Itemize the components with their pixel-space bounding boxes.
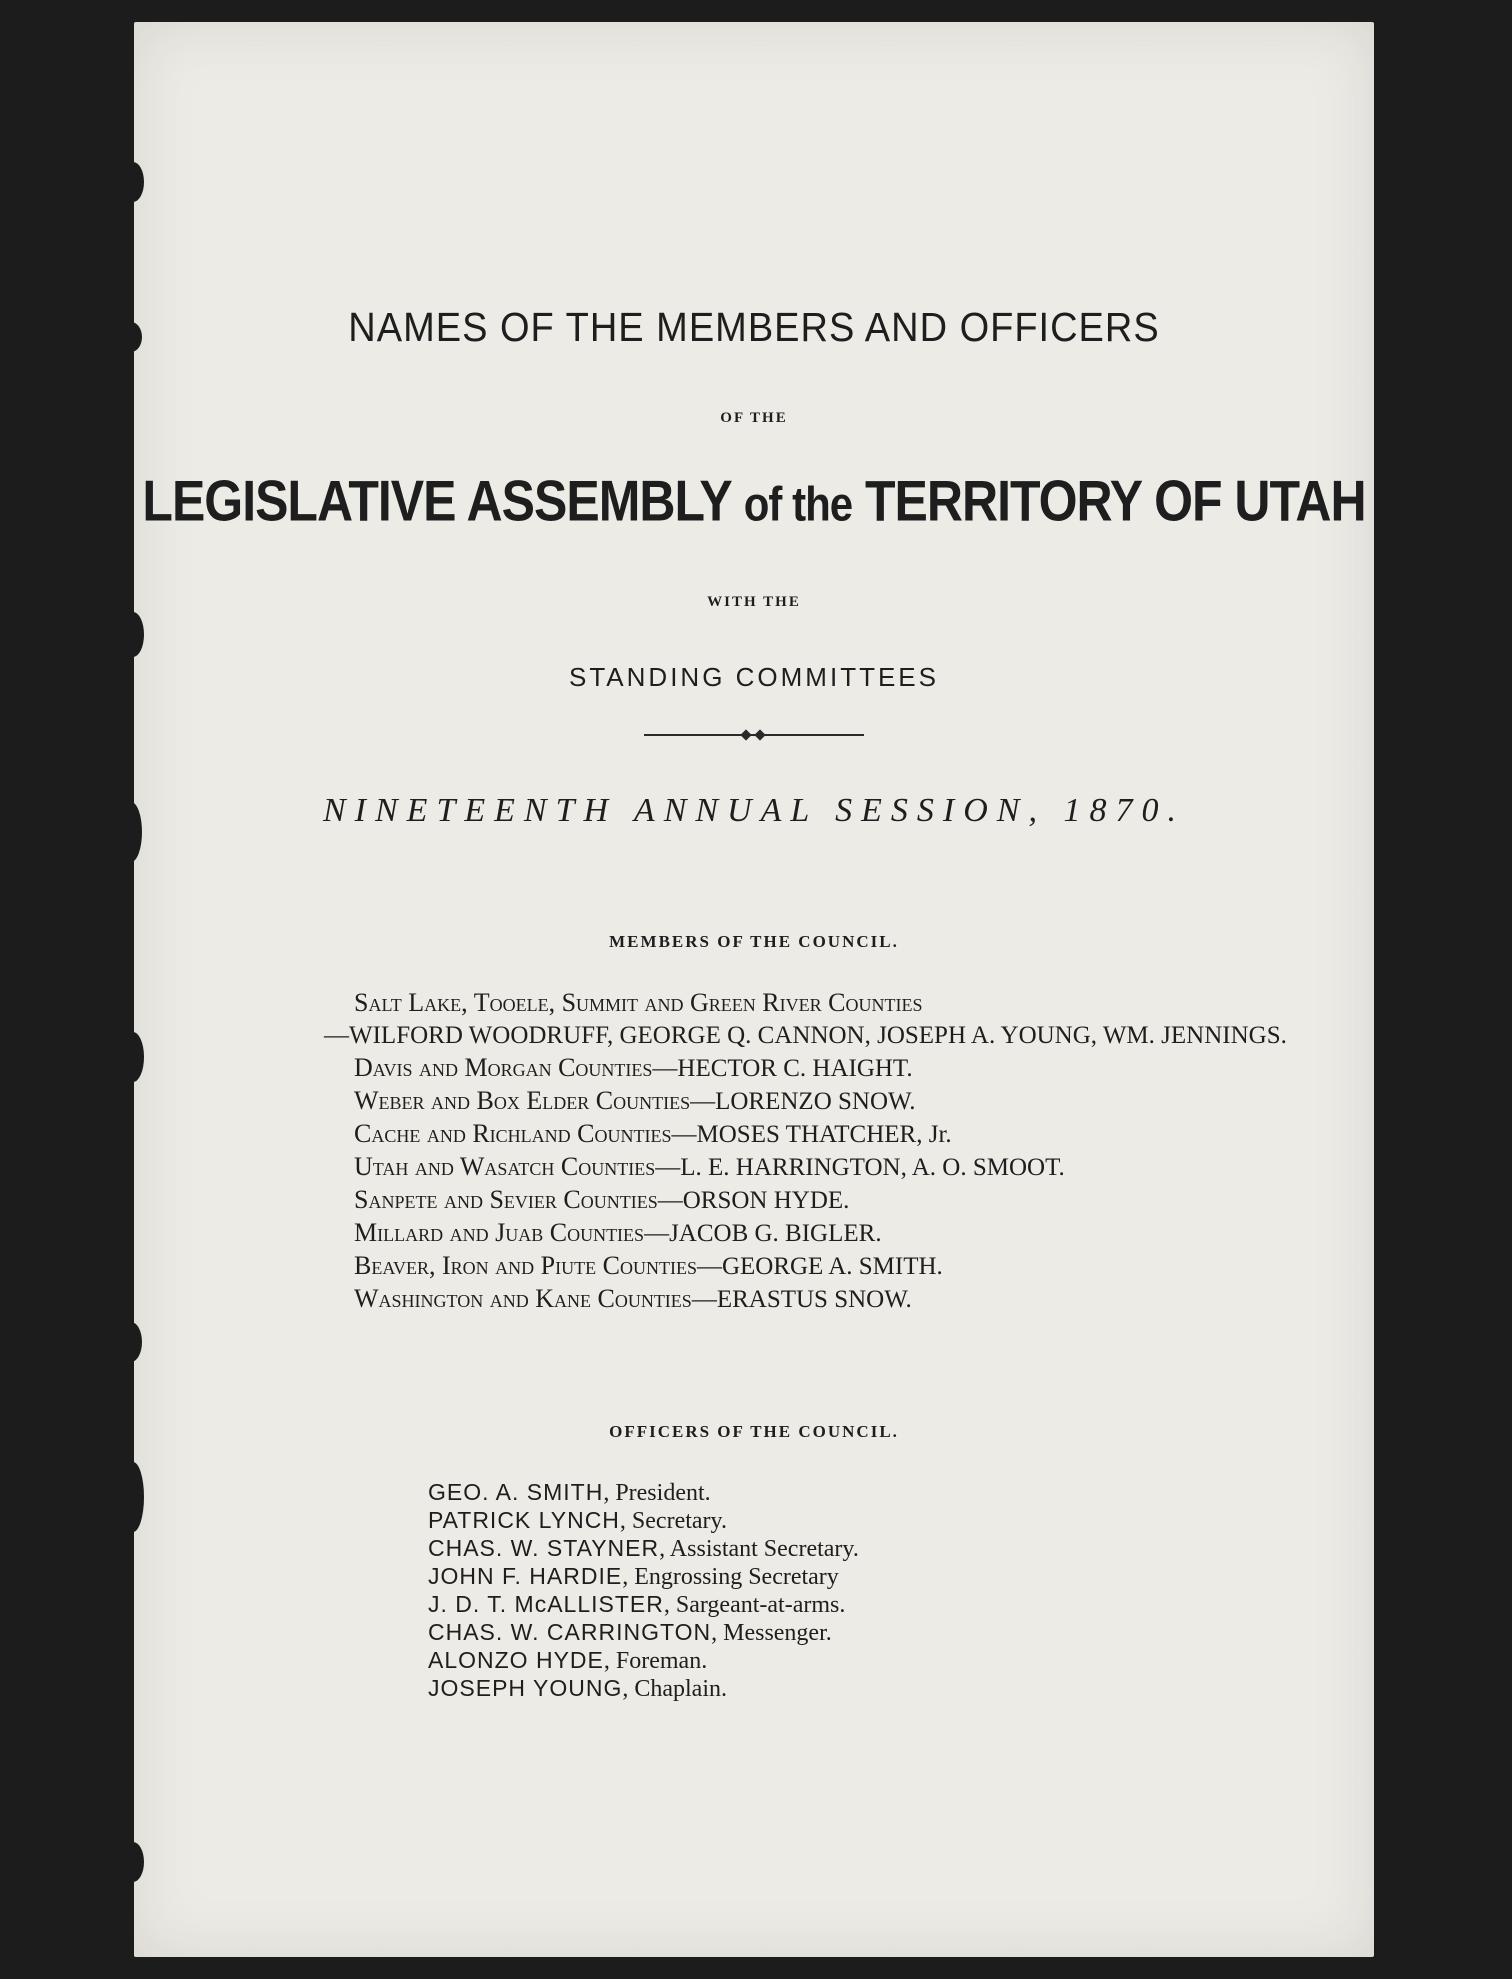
member-names: —LORENZO SNOW. bbox=[690, 1088, 916, 1115]
member-counties: Washington and Kane Counties bbox=[354, 1284, 692, 1313]
member-names: —HECTOR C. HAIGHT. bbox=[652, 1055, 913, 1082]
member-counties: Sanpete and Sevier Counties bbox=[354, 1185, 658, 1214]
officer-name: PATRICK LYNCH bbox=[428, 1507, 620, 1533]
member-names: —ORSON HYDE. bbox=[657, 1187, 850, 1214]
member-counties: Utah and Wasatch Counties bbox=[354, 1152, 656, 1181]
member-entry bbox=[324, 1085, 1344, 1118]
members-heading: MEMBERS OF THE COUNCIL. bbox=[609, 932, 899, 951]
member-counties: Salt Lake, Tooele, Summit and Green River Counties bbox=[354, 988, 923, 1017]
officer-name: GEO. A. SMITH bbox=[428, 1479, 604, 1505]
member-names: —L. E. HARRINGTON, A. O. SMOOT. bbox=[655, 1154, 1065, 1181]
torn-edge bbox=[122, 1032, 144, 1082]
officer-entry bbox=[428, 1675, 859, 1703]
title-line: NAMES OF THE MEMBERS AND OFFICERS bbox=[348, 305, 1160, 351]
with-the-label: WITH THE bbox=[707, 594, 801, 610]
member-entry bbox=[324, 1184, 1344, 1217]
torn-edge bbox=[122, 1462, 144, 1532]
torn-edge bbox=[122, 612, 144, 657]
officer-role: , Secretary. bbox=[619, 1508, 727, 1534]
member-entry bbox=[324, 1052, 1344, 1085]
officer-name: JOSEPH YOUNG bbox=[428, 1675, 623, 1701]
officer-entry bbox=[428, 1535, 859, 1563]
member-names: —ERASTUS SNOW. bbox=[691, 1286, 912, 1313]
officer-name: CHAS. W. STAYNER bbox=[428, 1535, 660, 1561]
officer-entry bbox=[428, 1647, 859, 1675]
member-entry bbox=[324, 1217, 1344, 1250]
officer-role: , Engrossing Secretary bbox=[622, 1564, 839, 1590]
document-page bbox=[134, 22, 1374, 1957]
member-names: —MOSES THATCHER, Jr. bbox=[671, 1121, 952, 1148]
officer-name: ALONZO HYDE bbox=[428, 1647, 604, 1673]
officer-role: , Chaplain. bbox=[622, 1676, 727, 1702]
officer-role: , Messenger. bbox=[711, 1620, 832, 1646]
officer-role: , President. bbox=[603, 1480, 711, 1506]
member-counties: Davis and Morgan Counties bbox=[354, 1053, 653, 1082]
officer-entry bbox=[428, 1479, 859, 1507]
member-names: —JACOB G. BIGLER. bbox=[644, 1220, 882, 1247]
officers-heading: OFFICERS OF THE COUNCIL. bbox=[609, 1422, 899, 1441]
officers-list bbox=[428, 1479, 859, 1703]
members-list bbox=[324, 987, 1344, 1316]
officer-name: JOHN F. HARDIE bbox=[428, 1563, 623, 1589]
officer-name: J. D. T. McALLISTER bbox=[428, 1591, 664, 1617]
member-entry bbox=[324, 1250, 1344, 1283]
member-names: —GEORGE A. SMITH. bbox=[696, 1253, 943, 1280]
member-counties: Weber and Box Elder Counties bbox=[354, 1086, 691, 1115]
member-entry bbox=[324, 1283, 1344, 1316]
member-counties: Millard and Juab Counties bbox=[354, 1218, 645, 1247]
assembly-title-part: TERRITORY OF UTAH bbox=[864, 468, 1366, 534]
officer-entry bbox=[428, 1619, 859, 1647]
officer-entry bbox=[428, 1591, 859, 1619]
member-counties: Cache and Richland Counties bbox=[354, 1119, 672, 1148]
member-entry bbox=[324, 1118, 1344, 1151]
officer-entry bbox=[428, 1507, 859, 1535]
assembly-title-part: of the bbox=[743, 476, 853, 531]
of-the-label: OF THE bbox=[720, 410, 788, 426]
assembly-title-part: LEGISLATIVE ASSEMBLY bbox=[142, 468, 731, 534]
standing-committees-heading: STANDING COMMITTEES bbox=[569, 662, 939, 692]
member-names: —WILFORD WOODRUFF, GEORGE Q. CANNON, JOSEPH A. YOUNG, WM. JENNINGS. bbox=[324, 1022, 1287, 1049]
assembly-title bbox=[134, 468, 1374, 535]
member-entry bbox=[324, 987, 1344, 1052]
officer-entry bbox=[428, 1563, 859, 1591]
torn-edge bbox=[120, 1322, 142, 1362]
torn-edge bbox=[122, 1842, 144, 1882]
torn-edge bbox=[122, 162, 144, 202]
officer-name: CHAS. W. CARRINGTON bbox=[428, 1619, 712, 1645]
officer-role: , Assistant Secretary. bbox=[659, 1536, 859, 1562]
member-entry bbox=[324, 1151, 1344, 1184]
session-title: NINETEENTH ANNUAL SESSION, 1870. bbox=[323, 792, 1185, 829]
member-counties: Beaver, Iron and Piute Counties bbox=[354, 1251, 697, 1280]
officer-role: , Foreman. bbox=[603, 1648, 708, 1674]
officer-role: , Sargeant-at-arms. bbox=[663, 1592, 846, 1618]
